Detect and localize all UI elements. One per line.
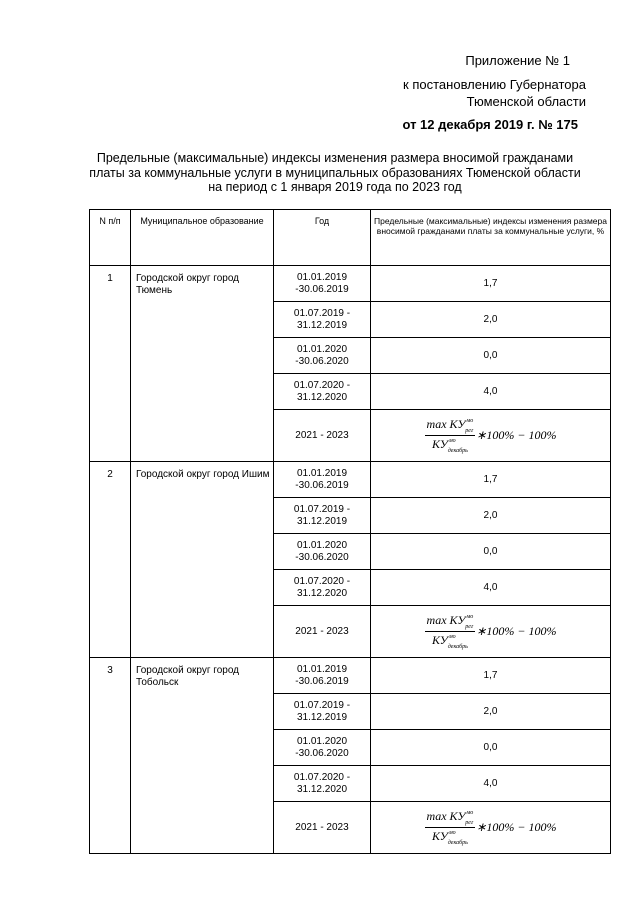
index-formula: [425, 613, 557, 650]
formula-rest: ∗100% − 100%: [476, 428, 557, 442]
period-cell: 2021 - 2023: [274, 802, 371, 854]
period-cell: 01.07.2020 - 31.12.2020: [274, 374, 371, 410]
row-number: 1: [90, 266, 131, 462]
indices-table: [89, 209, 611, 854]
formula-denominator-sup: мо: [448, 830, 456, 836]
period-cell: 01.01.2020 -30.06.2020: [274, 730, 371, 766]
index-value: 0,0: [371, 534, 611, 570]
period-cell: 01.07.2019 - 31.12.2019: [274, 694, 371, 730]
document-title: [60, 151, 610, 195]
table-header-row: [90, 210, 611, 266]
formula-numerator-sub: рег: [465, 624, 474, 630]
formula-numerator-text: max КУ: [426, 613, 466, 627]
period-cell: 01.01.2019 -30.06.2019: [274, 658, 371, 694]
period-cell: 01.07.2020 - 31.12.2020: [274, 766, 371, 802]
index-value: 1,7: [371, 462, 611, 498]
formula-rest: ∗100% − 100%: [476, 624, 557, 638]
formula-denominator-sub: декабрь: [447, 644, 468, 650]
formula-numerator-sup: мо: [466, 810, 474, 816]
row-number: 2: [90, 462, 131, 658]
col-header-index: Предельные (максимальные) индексы изменения размера вносимой гражданами платы за коммунальные услуги, %: [371, 210, 611, 266]
table-row: [90, 462, 611, 498]
municipality-name: Городской округ город Тобольск: [131, 658, 274, 854]
table-row: [90, 658, 611, 694]
index-value: 2,0: [371, 694, 611, 730]
table-row: [90, 266, 611, 302]
title-line-3: на период с 1 января 2019 года по 2023 год: [208, 180, 462, 194]
index-value: 1,7: [371, 266, 611, 302]
formula-denominator-sub: декабрь: [447, 840, 468, 846]
formula-numerator-sup: мо: [466, 418, 474, 424]
title-line-1: Предельные (максимальные) индексы изменения размера вносимой гражданами: [96, 151, 574, 165]
formula-numerator: [425, 809, 476, 828]
index-value: 0,0: [371, 338, 611, 374]
period-cell: 01.01.2020 -30.06.2020: [274, 338, 371, 374]
index-formula-cell: [371, 606, 611, 658]
formula-fraction: [425, 417, 476, 454]
index-value: 2,0: [371, 302, 611, 338]
formula-numerator: [425, 417, 476, 436]
index-value: 4,0: [371, 570, 611, 606]
period-cell: 01.07.2019 - 31.12.2019: [274, 302, 371, 338]
formula-fraction: [425, 809, 476, 846]
period-cell: 01.01.2020 -30.06.2020: [274, 534, 371, 570]
municipality-name: Городской округ город Тюмень: [131, 266, 274, 462]
index-value: 2,0: [371, 498, 611, 534]
municipality-name: Городской округ город Ишим: [131, 462, 274, 658]
title-line-2: платы за коммунальные услуги в муниципальных образованиях Тюменской области: [89, 165, 581, 180]
formula-denominator-text: КУ: [431, 829, 448, 843]
formula-numerator-sub: рег: [465, 820, 474, 826]
formula-denominator: [430, 828, 470, 846]
col-header-number: N п/п: [90, 210, 131, 266]
region-name: Тюменской области: [466, 94, 586, 109]
row-number: 3: [90, 658, 131, 854]
formula-denominator: [430, 632, 470, 650]
index-formula-cell: [371, 410, 611, 462]
formula-denominator-sup: мо: [448, 438, 456, 444]
index-value: 4,0: [371, 374, 611, 410]
col-header-municipality: Муниципальное образование: [131, 210, 274, 266]
formula-fraction: [425, 613, 476, 650]
appendix-number: Приложение № 1: [465, 53, 570, 68]
period-cell: 01.07.2020 - 31.12.2020: [274, 570, 371, 606]
period-cell: 01.01.2019 -30.06.2019: [274, 266, 371, 302]
formula-rest: ∗100% − 100%: [476, 820, 557, 834]
resolution-date-number: от 12 декабря 2019 г. № 175: [402, 117, 578, 132]
formula-numerator-text: max КУ: [426, 417, 466, 431]
formula-numerator: [425, 613, 476, 632]
index-value: 1,7: [371, 658, 611, 694]
col-header-year: Год: [274, 210, 371, 266]
formula-numerator-sub: рег: [465, 428, 474, 434]
table-body: [90, 266, 611, 854]
index-value: 4,0: [371, 766, 611, 802]
index-value: 0,0: [371, 730, 611, 766]
formula-denominator: [430, 436, 470, 454]
resolution-reference: к постановлению Губернатора: [403, 77, 586, 92]
index-formula: [425, 417, 557, 454]
formula-denominator-sub: декабрь: [447, 448, 468, 454]
formula-denominator-text: КУ: [431, 633, 448, 647]
formula-denominator-sup: мо: [448, 634, 456, 640]
index-formula: [425, 809, 557, 846]
formula-numerator-sup: мо: [466, 614, 474, 620]
formula-numerator-text: max КУ: [426, 809, 466, 823]
period-cell: 2021 - 2023: [274, 410, 371, 462]
index-formula-cell: [371, 802, 611, 854]
period-cell: 2021 - 2023: [274, 606, 371, 658]
period-cell: 01.07.2019 - 31.12.2019: [274, 498, 371, 534]
period-cell: 01.01.2019 -30.06.2019: [274, 462, 371, 498]
formula-denominator-text: КУ: [431, 437, 448, 451]
